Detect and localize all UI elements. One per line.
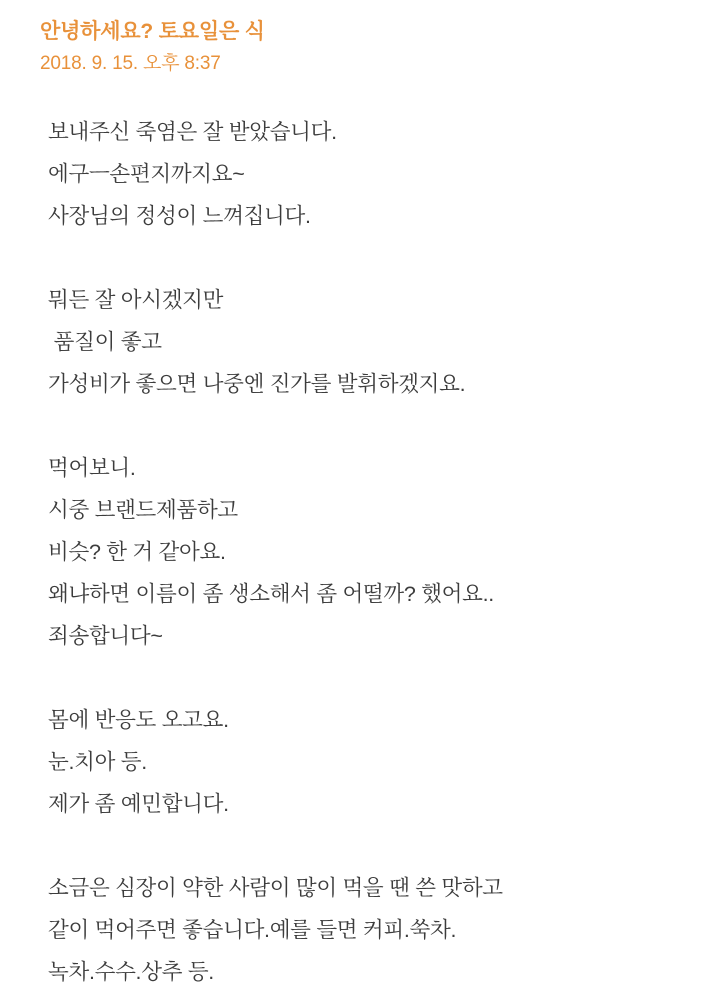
post-header [0,0,720,77]
text-line: 몸에 반응도 오고요. [48,708,229,733]
text-line: 죄송합니다~ [48,624,163,649]
text-line: 왜냐하면 이름이 좀 생소해서 좀 어떨까? 했어요.. [48,582,494,607]
paragraph-spacer [48,825,680,867]
post-body [0,77,720,993]
text-line: 제가 좀 예민합니다. [48,792,229,817]
text-line: 비슷? 한 거 같아요. [48,540,226,565]
paragraph [48,279,680,405]
text-line: 뭐든 잘 아시겠지만 [48,288,224,313]
text-line: 가성비가 좋으면 나중엔 진가를 발휘하겠지요. [48,372,466,397]
text-line: 품질이 좋고 [48,330,162,355]
text-line: 소금은 심장이 약한 사람이 많이 먹을 땐 쓴 맛하고 [48,876,503,901]
post-title: 안녕하세요? 토요일은 식 [40,20,265,43]
paragraph [48,867,680,993]
text-line: 녹차.수수.상추 등. [48,960,214,985]
text-line: 먹어보니. [48,456,136,481]
paragraph-spacer [48,405,680,447]
text-line: 같이 먹어주면 좋습니다.예를 들면 커피.쑥차. [48,918,457,943]
paragraph-spacer [48,237,680,279]
text-line: 시중 브랜드제품하고 [48,498,238,523]
paragraph [48,699,680,825]
text-line: 에구ㅡ손편지까지요~ [48,162,245,187]
paragraph [48,111,680,237]
post-date: 2018. 9. 15. 오후 8:37 [40,53,221,75]
paragraph-spacer [48,657,680,699]
text-line: 사장님의 정성이 느껴집니다. [48,204,311,229]
text-line: 보내주신 죽염은 잘 받았습니다. [48,120,337,145]
text-line: 눈.치아 등. [48,750,147,775]
paragraph [48,447,680,657]
